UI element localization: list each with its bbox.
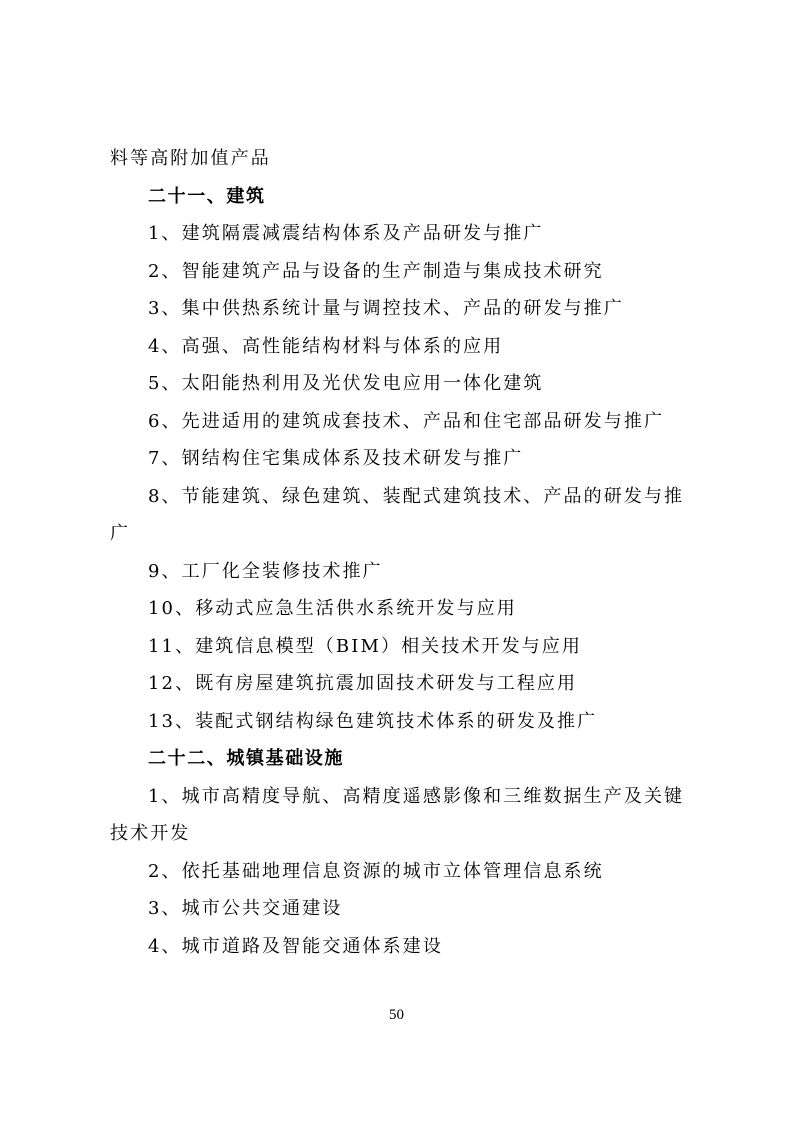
section-22-heading: 二十二、城镇基础设施 (148, 748, 344, 769)
list-item: 3、城市公共交通建设 (148, 898, 343, 919)
list-item: 1、建筑隔震减震结构体系及产品研发与推广 (148, 223, 544, 244)
list-item-wrap: 技术开发 (110, 823, 191, 844)
section-21-heading: 二十一、建筑 (148, 185, 266, 207)
list-item: 5、太阳能热利用及光伏发电应用一体化建筑 (148, 373, 544, 394)
list-item: 10、移动式应急生活供水系统开发与应用 (148, 598, 517, 619)
list-item: 1、城市高精度导航、高精度遥感影像和三维数据生产及关键 (148, 785, 685, 807)
continuation-line: 料等高附加值产品 (110, 148, 271, 169)
list-item: 13、装配式钢结构绿色建筑技术体系的研发及推广 (148, 710, 598, 732)
page-number: 50 (389, 1007, 404, 1023)
list-item: 6、先进适用的建筑成套技术、产品和住宅部品研发与推广 (148, 410, 665, 432)
list-item: 4、城市道路及智能交通体系建设 (148, 935, 443, 957)
list-item: 2、智能建筑产品与设备的生产制造与集成技术研究 (148, 260, 604, 282)
list-item-wrap: 广 (110, 523, 131, 544)
list-item: 11、建筑信息模型（BIM）相关技术开发与应用 (148, 635, 582, 657)
list-item: 12、既有房屋建筑抗震加固技术研发与工程应用 (148, 673, 578, 694)
list-item: 9、工厂化全装修技术推广 (148, 560, 383, 582)
list-item: 4、高强、高性能结构材料与体系的应用 (148, 335, 504, 357)
list-item: 7、钢结构住宅集成体系及技术研发与推广 (148, 448, 524, 469)
list-item: 2、依托基础地理信息资源的城市立体管理信息系统 (148, 860, 604, 882)
page-content (110, 140, 690, 965)
list-item: 3、集中供热系统计量与调控技术、产品的研发与推广 (148, 298, 624, 319)
list-item: 8、节能建筑、绿色建筑、装配式建筑技术、产品的研发与推 (148, 485, 685, 507)
